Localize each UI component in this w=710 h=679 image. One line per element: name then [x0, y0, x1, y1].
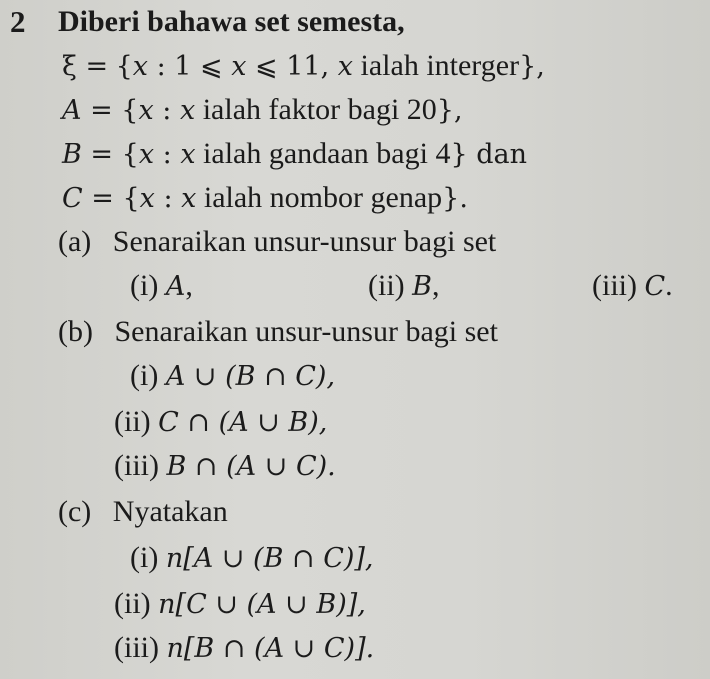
- part-c-item-2-num: (ii): [114, 587, 151, 620]
- set-b-var2: x: [180, 139, 196, 170]
- set-c-colon: :: [154, 183, 182, 214]
- part-c-item-2-expr: n[C ∪ (A ∪ B)],: [158, 589, 366, 620]
- part-b-item-1-num: (i): [130, 359, 159, 392]
- part-c-item-3-expr: n[B ∩ (A ∪ C)].: [166, 633, 375, 664]
- xi-var2: x: [231, 51, 247, 82]
- xi-open: {: [115, 51, 133, 82]
- part-a-label: (a): [58, 225, 92, 258]
- question-number: 2: [10, 4, 26, 39]
- set-a-close: },: [436, 95, 463, 126]
- part-b-item-2: [114, 404, 327, 441]
- part-a-item-3-num: (iii): [592, 269, 637, 302]
- part-a-item-3-trail: .: [665, 269, 673, 302]
- part-b-header: [58, 314, 498, 350]
- set-c-var: x: [139, 183, 155, 214]
- part-b-item-3-num: (iii): [114, 449, 159, 482]
- part-b-item-2-expr: C ∩ (A ∪ B),: [158, 407, 328, 438]
- part-a-item-2-expr: B: [412, 271, 432, 302]
- part-c-item-1-num: (i): [130, 541, 159, 574]
- set-a-lhs: A: [62, 95, 82, 126]
- part-c-instruction: Nyatakan: [112, 495, 228, 528]
- set-b-var: x: [138, 139, 155, 170]
- part-a-item-2-trail: ,: [432, 269, 440, 302]
- set-c-definition: [62, 180, 468, 217]
- part-a-instruction: Senaraikan unsur-unsur bagi set: [112, 225, 497, 258]
- part-c-item-1: [130, 540, 374, 577]
- part-a-item-3: [592, 268, 673, 305]
- xi-close: },: [519, 51, 545, 82]
- part-b-item-2-num: (ii): [114, 405, 151, 438]
- set-b-lhs: B: [62, 139, 82, 170]
- set-a-colon: :: [153, 95, 180, 126]
- part-c-item-1-expr: n[A ∪ (B ∩ C)],: [165, 543, 374, 574]
- intro-label: Diberi bahawa set semesta,: [58, 5, 405, 38]
- xi-var3: x: [337, 51, 354, 82]
- xi-lhs: ξ =: [62, 51, 109, 82]
- part-a-item-1-num: (i): [130, 269, 159, 302]
- part-b-item-3: [114, 448, 336, 485]
- xi-cond2: ⩽ 11,: [246, 51, 338, 82]
- part-b-item-1-expr: A ∪ (B ∩ C),: [165, 361, 336, 392]
- set-b-text: ialah gandaan bagi 4: [195, 137, 451, 170]
- part-c-item-3-num: (iii): [114, 631, 159, 664]
- set-a-text: ialah faktor bagi 20: [195, 93, 437, 126]
- intro-text: [58, 4, 405, 40]
- part-c-item-3: [114, 630, 374, 667]
- part-b-label: (b): [58, 315, 93, 348]
- set-b-definition: [62, 136, 527, 173]
- part-b-instruction: Senaraikan unsur-unsur bagi set: [114, 315, 498, 348]
- xi-var: x: [132, 51, 148, 82]
- xi-text: ialah interger: [353, 49, 520, 82]
- set-c-lhs: C: [62, 183, 83, 214]
- set-a-eq: = {: [81, 95, 139, 126]
- set-b-close: } dan: [450, 139, 527, 170]
- part-a-item-1-expr: A: [165, 271, 186, 302]
- set-a-definition: [62, 92, 463, 129]
- part-c-header: [58, 494, 228, 530]
- set-c-var2: x: [181, 183, 197, 214]
- part-b-item-1: [130, 358, 335, 395]
- xi-cond: : 1 ⩽: [148, 51, 232, 82]
- part-a-item-2: [368, 268, 440, 305]
- part-c-item-2: [114, 586, 366, 623]
- set-c-eq: = {: [82, 183, 140, 214]
- part-a-item-1-trail: ,: [185, 269, 193, 302]
- part-a-item-1: [130, 268, 193, 305]
- part-a-header: [58, 224, 496, 260]
- set-b-eq: = {: [81, 139, 139, 170]
- set-c-text: ialah nombor genap: [196, 181, 443, 214]
- set-a-var2: x: [179, 95, 196, 126]
- part-c-label: (c): [58, 495, 92, 528]
- set-a-var: x: [138, 95, 154, 126]
- set-c-close: }.: [442, 183, 468, 214]
- part-a-item-2-num: (ii): [368, 269, 405, 302]
- part-b-item-3-expr: B ∩ (A ∪ C).: [166, 451, 336, 482]
- part-a-item-3-expr: C: [644, 271, 666, 302]
- set-b-colon: :: [154, 139, 181, 170]
- universal-set-definition: [62, 48, 545, 85]
